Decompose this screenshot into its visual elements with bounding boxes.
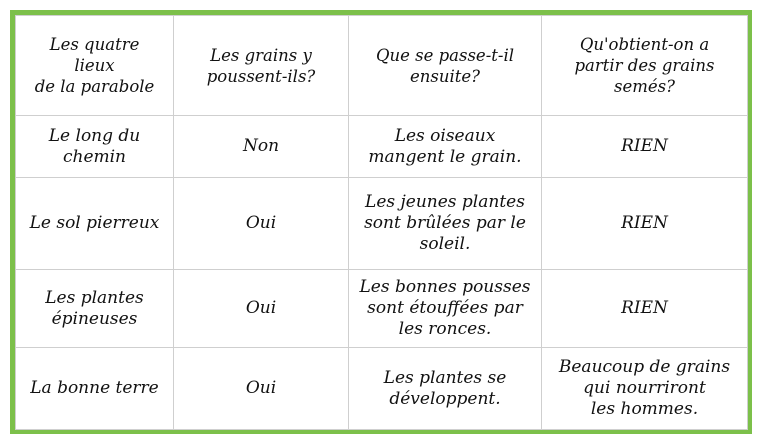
table-row [16,270,748,348]
table-cell: Beaucoup de grains qui nourriront les hommes. [542,348,748,430]
table-cell: Oui [174,348,349,430]
table-frame [10,10,752,434]
header-cell-what-happens: Que se passe-t-il ensuite? [349,16,542,116]
header-cell-result: Qu'obtient-on a partir des grains semés? [542,16,748,116]
table-cell: La bonne terre [16,348,174,430]
table-cell: Les plantes épineuses [16,270,174,348]
table-cell: RIEN [542,178,748,270]
table-cell: Les bonnes pousses sont étouffées par les ronces. [349,270,542,348]
table-cell: Oui [174,178,349,270]
table-cell: Le long du chemin [16,116,174,178]
table-cell: RIEN [542,270,748,348]
parable-table [15,15,748,430]
table-row [16,178,748,270]
table-cell: Les plantes se développent. [349,348,542,430]
header-row [16,16,748,116]
table-cell: Non [174,116,349,178]
table-cell: Oui [174,270,349,348]
table-row [16,348,748,430]
table-row [16,116,748,178]
table-cell: Le sol pierreux [16,178,174,270]
table-cell: RIEN [542,116,748,178]
header-cell-places: Les quatre lieux de la parabole [16,16,174,116]
header-cell-grow: Les grains y poussent-ils? [174,16,349,116]
table-cell: Les oiseaux mangent le grain. [349,116,542,178]
table-cell: Les jeunes plantes sont brûlées par le soleil. [349,178,542,270]
